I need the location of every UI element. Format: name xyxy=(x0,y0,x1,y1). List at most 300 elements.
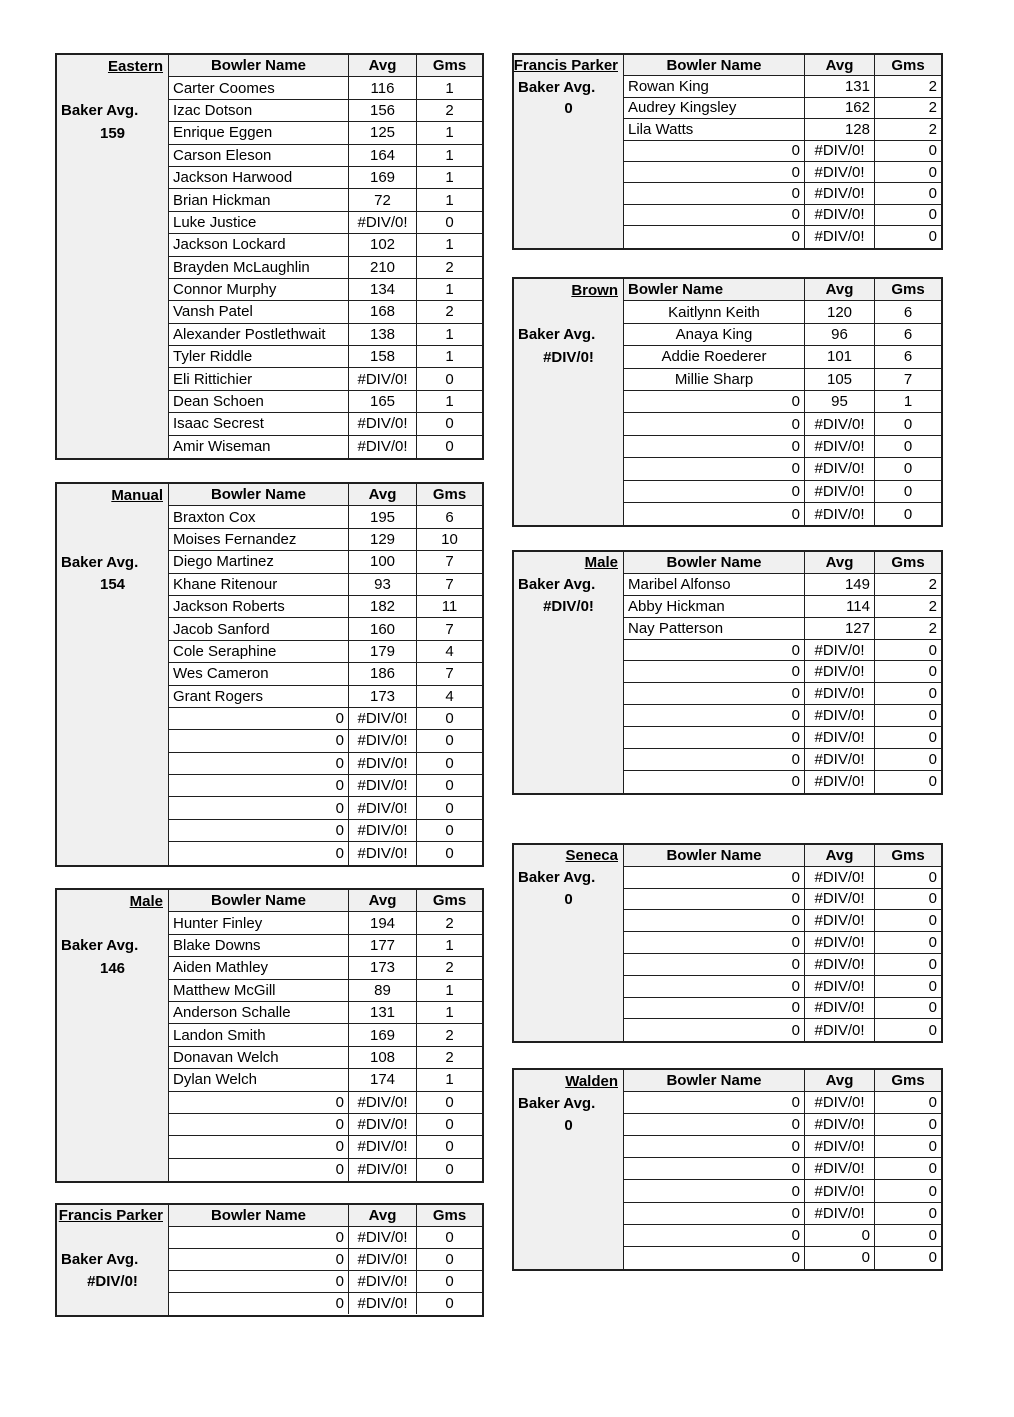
avg-cell: #DIV/0! xyxy=(349,1159,417,1181)
bowler-name-cell: 0 xyxy=(624,867,805,889)
team-panel xyxy=(514,552,624,793)
bowler-name-cell: 0 xyxy=(624,771,805,793)
col-header-gms: Gms xyxy=(417,55,482,77)
avg-cell: #DIV/0! xyxy=(805,727,875,749)
avg-cell: #DIV/0! xyxy=(349,775,417,797)
avg-cell: 125 xyxy=(349,122,417,144)
col-header-gms: Gms xyxy=(875,552,941,574)
avg-cell: #DIV/0! xyxy=(805,205,875,226)
baker-avg-value: 0 xyxy=(564,1116,573,1134)
avg-cell: 95 xyxy=(805,391,875,413)
bowler-name-cell: Dylan Welch xyxy=(169,1069,349,1091)
gms-cell: 1 xyxy=(417,980,482,1002)
gms-cell: 0 xyxy=(417,820,482,842)
bowler-name-cell: Matthew McGill xyxy=(169,980,349,1002)
bowler-name-cell: 0 xyxy=(624,1247,805,1269)
col-header-gms: Gms xyxy=(417,484,482,506)
baker-avg-label: Baker Avg. xyxy=(518,326,596,344)
gms-cell: 0 xyxy=(928,1249,937,1267)
gms-cell: 0 xyxy=(928,1021,937,1039)
gms-cell: 2 xyxy=(875,574,941,596)
avg-cell: 114 xyxy=(805,596,875,618)
avg-cell: #DIV/0! xyxy=(805,413,875,435)
gms-cell: 11 xyxy=(417,596,482,618)
avg-cell: #DIV/0! xyxy=(805,1180,875,1202)
avg-cell: #DIV/0! xyxy=(805,954,875,976)
gms-cell: 0 xyxy=(445,438,454,456)
bowler-name-cell: 0 xyxy=(624,458,805,480)
avg-cell: 134 xyxy=(349,279,417,301)
avg-cell: #DIV/0! xyxy=(805,661,875,683)
bowler-name-cell: Tyler Riddle xyxy=(169,346,349,368)
bowler-name-cell: Jackson Roberts xyxy=(169,596,349,618)
gms-cell: 0 xyxy=(875,162,941,183)
baker-avg-label: Baker Avg. xyxy=(61,937,139,955)
bowler-name-cell: Alexander Postlethwait xyxy=(169,324,349,346)
gms-cell: 10 xyxy=(417,529,482,551)
avg-cell: 182 xyxy=(349,596,417,618)
col-header-avg: Avg xyxy=(349,55,417,77)
avg-cell: #DIV/0! xyxy=(349,1227,417,1249)
table-grid xyxy=(169,55,482,458)
gms-cell: 0 xyxy=(417,368,482,390)
avg-cell: #DIV/0! xyxy=(349,436,417,458)
baker-avg-label: Baker Avg. xyxy=(61,1251,139,1269)
col-header-bowler-name: Bowler Name xyxy=(624,552,805,574)
gms-cell: 1 xyxy=(417,935,482,957)
gms-cell: 0 xyxy=(875,436,941,458)
gms-cell: 0 xyxy=(875,910,941,932)
gms-cell: 0 xyxy=(875,1136,941,1158)
gms-cell: 2 xyxy=(875,618,941,640)
gms-cell: 7 xyxy=(417,618,482,640)
team-table-manual xyxy=(55,482,484,867)
team-table-seneca xyxy=(512,843,943,1043)
bowler-name-cell: 0 xyxy=(624,1203,805,1225)
avg-cell: #DIV/0! xyxy=(349,1092,417,1114)
avg-cell: #DIV/0! xyxy=(805,1203,875,1225)
baker-avg-value: 159 xyxy=(99,124,126,142)
team-panel xyxy=(57,484,169,865)
gms-cell: 0 xyxy=(875,413,941,435)
col-header-gms: Gms xyxy=(417,1205,482,1227)
bowler-name-cell: Isaac Secrest xyxy=(169,413,349,435)
avg-cell: 195 xyxy=(349,506,417,528)
bowler-name-cell: 0 xyxy=(624,391,805,413)
avg-cell: 131 xyxy=(349,1002,417,1024)
team-panel xyxy=(57,55,169,458)
gms-cell: 4 xyxy=(417,641,482,663)
gms-cell: 0 xyxy=(417,775,482,797)
avg-cell: #DIV/0! xyxy=(349,1293,417,1315)
team-panel xyxy=(514,1070,624,1269)
bowler-name-cell: Enrique Eggen xyxy=(169,122,349,144)
bowler-name-cell: 0 xyxy=(624,910,805,932)
avg-cell: 165 xyxy=(349,391,417,413)
avg-cell: #DIV/0! xyxy=(805,998,875,1020)
gms-cell: 1 xyxy=(417,346,482,368)
avg-cell: #DIV/0! xyxy=(805,226,875,247)
bowler-name-cell: 0 xyxy=(624,436,805,458)
bowler-name-cell: 0 xyxy=(169,820,349,842)
gms-cell: 7 xyxy=(417,551,482,573)
avg-cell: #DIV/0! xyxy=(805,458,875,480)
gms-cell: 0 xyxy=(417,730,482,752)
col-header-avg: Avg xyxy=(349,484,417,506)
gms-cell: 1 xyxy=(417,324,482,346)
avg-cell: #DIV/0! xyxy=(805,141,875,162)
avg-cell: 173 xyxy=(349,957,417,979)
table-grid xyxy=(624,552,941,793)
avg-cell: #DIV/0! xyxy=(805,640,875,662)
gms-cell: 0 xyxy=(875,976,941,998)
bowler-name-cell: Nay Patterson xyxy=(624,618,805,640)
team-table-male-left xyxy=(55,888,484,1183)
baker-avg-label: Baker Avg. xyxy=(518,576,596,594)
gms-cell: 4 xyxy=(417,686,482,708)
col-header-gms: Gms xyxy=(875,1070,941,1092)
col-header-avg: Avg xyxy=(805,1070,875,1092)
bowler-name-cell: 0 xyxy=(169,730,349,752)
bowler-name-cell: Jackson Lockard xyxy=(169,234,349,256)
gms-cell: 0 xyxy=(417,1092,482,1114)
avg-cell: #DIV/0! xyxy=(349,212,417,234)
avg-cell: 173 xyxy=(349,686,417,708)
bowler-name-cell: 0 xyxy=(624,998,805,1020)
avg-cell: 186 xyxy=(349,663,417,685)
avg-cell: #DIV/0! xyxy=(805,705,875,727)
gms-cell: 1 xyxy=(417,77,482,99)
team-name: Male xyxy=(584,554,618,572)
baker-avg-label: Baker Avg. xyxy=(61,102,139,120)
avg-cell: #DIV/0! xyxy=(805,1092,875,1114)
gms-cell: 0 xyxy=(417,1114,482,1136)
bowler-name-cell: Vansh Patel xyxy=(169,301,349,323)
avg-cell: #DIV/0! xyxy=(805,503,875,525)
col-header-bowler-name: Bowler Name xyxy=(624,1070,805,1092)
bowler-name-cell: 0 xyxy=(624,481,805,503)
avg-cell: 105 xyxy=(805,369,875,391)
gms-cell: 0 xyxy=(875,1092,941,1114)
bowler-name-cell: 0 xyxy=(169,1114,349,1136)
gms-cell: 0 xyxy=(445,1161,454,1179)
avg-cell: #DIV/0! xyxy=(805,162,875,183)
avg-cell: #DIV/0! xyxy=(805,1136,875,1158)
avg-cell: 158 xyxy=(349,346,417,368)
col-header-avg: Avg xyxy=(805,279,875,301)
team-table-brown xyxy=(512,277,943,527)
gms-cell: 0 xyxy=(875,141,941,162)
bowler-name-cell: Hunter Finley xyxy=(169,912,349,934)
avg-cell: 168 xyxy=(349,301,417,323)
avg-cell: #DIV/0! xyxy=(349,1136,417,1158)
avg-cell: 108 xyxy=(349,1047,417,1069)
avg-cell: #DIV/0! xyxy=(349,1114,417,1136)
bowler-name-cell: Eli Rittichier xyxy=(169,368,349,390)
bowler-name-cell: 0 xyxy=(624,749,805,771)
bowler-name-cell: Aiden Mathley xyxy=(169,957,349,979)
gms-cell: 2 xyxy=(875,98,941,119)
gms-cell: 0 xyxy=(875,998,941,1020)
table-grid xyxy=(624,845,941,1041)
baker-avg-value: 146 xyxy=(99,959,126,977)
bowler-name-cell: Anaya King xyxy=(624,324,805,346)
bowler-name-cell: Abby Hickman xyxy=(624,596,805,618)
team-name: Male xyxy=(129,892,163,910)
avg-cell: #DIV/0! xyxy=(349,842,417,864)
gms-cell: 0 xyxy=(875,183,941,204)
col-header-bowler-name: Bowler Name xyxy=(624,279,805,301)
gms-cell: 2 xyxy=(875,119,941,140)
gms-cell: 0 xyxy=(875,683,941,705)
team-panel xyxy=(514,55,624,248)
bowler-name-cell: Brayden McLaughlin xyxy=(169,257,349,279)
bowler-name-cell: 0 xyxy=(624,976,805,998)
bowler-name-cell: 0 xyxy=(169,708,349,730)
gms-cell: 0 xyxy=(928,773,937,791)
avg-cell: 177 xyxy=(349,935,417,957)
bowler-name-cell: 0 xyxy=(624,141,805,162)
avg-cell: #DIV/0! xyxy=(805,436,875,458)
gms-cell: 0 xyxy=(875,954,941,976)
bowler-name-cell: Luke Justice xyxy=(169,212,349,234)
table-grid xyxy=(624,1070,941,1269)
baker-avg-label: Baker Avg. xyxy=(61,553,139,571)
gms-cell: 0 xyxy=(875,458,941,480)
col-header-gms: Gms xyxy=(875,55,941,76)
avg-cell: 93 xyxy=(349,574,417,596)
gms-cell: 0 xyxy=(875,705,941,727)
avg-cell: 102 xyxy=(349,234,417,256)
bowler-name-cell: 0 xyxy=(624,1225,805,1247)
bowler-name-cell: 0 xyxy=(624,1114,805,1136)
gms-cell: 0 xyxy=(875,661,941,683)
bowler-name-cell: 0 xyxy=(624,1180,805,1202)
bowler-name-cell: Cole Seraphine xyxy=(169,641,349,663)
avg-cell: #DIV/0! xyxy=(349,797,417,819)
gms-cell: 1 xyxy=(417,122,482,144)
avg-cell: #DIV/0! xyxy=(805,1114,875,1136)
gms-cell: 7 xyxy=(417,663,482,685)
team-table-eastern xyxy=(55,53,484,460)
gms-cell: 0 xyxy=(417,1227,482,1249)
bowler-name-cell: Rowan King xyxy=(624,76,805,97)
team-table-male-right xyxy=(512,550,943,795)
gms-cell: 1 xyxy=(417,234,482,256)
avg-cell: #DIV/0! xyxy=(349,730,417,752)
avg-cell: 179 xyxy=(349,641,417,663)
table-grid xyxy=(169,1205,482,1315)
avg-cell: 127 xyxy=(805,618,875,640)
bowler-name-cell: 0 xyxy=(624,503,805,525)
bowler-name-cell: Jacob Sanford xyxy=(169,618,349,640)
team-name: Seneca xyxy=(565,847,618,865)
avg-cell: 120 xyxy=(805,301,875,323)
baker-avg-label: Baker Avg. xyxy=(518,1094,596,1112)
baker-avg-label: Baker Avg. xyxy=(518,78,596,96)
avg-cell: #DIV/0! xyxy=(805,910,875,932)
bowler-name-cell: 0 xyxy=(169,1092,349,1114)
bowler-name-cell: 0 xyxy=(169,1159,349,1181)
avg-cell: #DIV/0! xyxy=(349,368,417,390)
team-name: Walden xyxy=(565,1072,618,1090)
bowler-name-cell: Wes Cameron xyxy=(169,663,349,685)
baker-avg-value: 154 xyxy=(99,576,126,594)
gms-cell: 0 xyxy=(417,1249,482,1271)
bowler-name-cell: 0 xyxy=(624,954,805,976)
col-header-avg: Avg xyxy=(805,552,875,574)
avg-cell: 169 xyxy=(349,167,417,189)
col-header-bowler-name: Bowler Name xyxy=(624,55,805,76)
gms-cell: 1 xyxy=(417,189,482,211)
col-header-gms: Gms xyxy=(875,279,941,301)
bowler-name-cell: Brian Hickman xyxy=(169,189,349,211)
avg-cell: 131 xyxy=(805,76,875,97)
bowler-name-cell: 0 xyxy=(624,640,805,662)
gms-cell: 6 xyxy=(875,324,941,346)
avg-cell: #DIV/0! xyxy=(349,413,417,435)
gms-cell: 0 xyxy=(417,797,482,819)
col-header-gms: Gms xyxy=(417,890,482,912)
gms-cell: 0 xyxy=(875,749,941,771)
gms-cell: 2 xyxy=(417,912,482,934)
gms-cell: 0 xyxy=(417,753,482,775)
bowler-name-cell: 0 xyxy=(624,1136,805,1158)
avg-cell: #DIV/0! xyxy=(805,481,875,503)
team-name: Eastern xyxy=(107,57,163,75)
gms-cell: 0 xyxy=(417,212,482,234)
avg-cell: #DIV/0! xyxy=(805,771,875,793)
gms-cell: 0 xyxy=(875,205,941,226)
bowler-name-cell: Carson Eleson xyxy=(169,145,349,167)
bowler-name-cell: Audrey Kingsley xyxy=(624,98,805,119)
gms-cell: 7 xyxy=(875,369,941,391)
gms-cell: 0 xyxy=(875,727,941,749)
bowler-name-cell: 0 xyxy=(169,842,349,864)
gms-cell: 0 xyxy=(875,889,941,911)
gms-cell: 0 xyxy=(875,640,941,662)
avg-cell: 101 xyxy=(805,346,875,368)
gms-cell: 0 xyxy=(417,1271,482,1293)
avg-cell: 194 xyxy=(349,912,417,934)
avg-cell: 149 xyxy=(805,574,875,596)
bowler-name-cell: 0 xyxy=(624,162,805,183)
team-panel xyxy=(514,845,624,1041)
gms-cell: 0 xyxy=(417,1136,482,1158)
team-table-walden xyxy=(512,1068,943,1271)
avg-cell: #DIV/0! xyxy=(805,867,875,889)
bowler-name-cell: Amir Wiseman xyxy=(169,436,349,458)
team-panel xyxy=(57,890,169,1181)
bowler-name-cell: 0 xyxy=(624,661,805,683)
gms-cell: 2 xyxy=(875,596,941,618)
avg-cell: #DIV/0! xyxy=(349,753,417,775)
avg-cell: #DIV/0! xyxy=(349,820,417,842)
gms-cell: 0 xyxy=(875,932,941,954)
bowler-name-cell: Addie Roederer xyxy=(624,346,805,368)
gms-cell: 0 xyxy=(875,1225,941,1247)
team-panel xyxy=(57,1205,169,1315)
bowler-name-cell: 0 xyxy=(624,727,805,749)
baker-avg-label: Baker Avg. xyxy=(518,869,596,887)
gms-cell: 0 xyxy=(417,413,482,435)
table-grid xyxy=(169,484,482,865)
gms-cell: 2 xyxy=(417,1024,482,1046)
gms-cell: 0 xyxy=(445,844,454,862)
gms-cell: 0 xyxy=(875,1203,941,1225)
bowler-name-cell: 0 xyxy=(169,775,349,797)
avg-cell: 160 xyxy=(349,618,417,640)
avg-cell: 156 xyxy=(349,100,417,122)
col-header-avg: Avg xyxy=(349,890,417,912)
gms-cell: 0 xyxy=(903,505,913,523)
bowler-name-cell: 0 xyxy=(169,753,349,775)
avg-cell: 162 xyxy=(805,98,875,119)
bowler-name-cell: Moises Fernandez xyxy=(169,529,349,551)
gms-cell: 0 xyxy=(875,1114,941,1136)
avg-cell: 164 xyxy=(349,145,417,167)
gms-cell: 0 xyxy=(875,867,941,889)
baker-avg-value: #DIV/0! xyxy=(87,1273,138,1291)
bowler-name-cell: Kaitlynn Keith xyxy=(624,301,805,323)
gms-cell: 2 xyxy=(417,957,482,979)
bowler-name-cell: 0 xyxy=(169,797,349,819)
baker-avg-value: 0 xyxy=(564,99,573,117)
col-header-bowler-name: Bowler Name xyxy=(169,484,349,506)
col-header-gms: Gms xyxy=(875,845,941,867)
gms-cell: 1 xyxy=(417,145,482,167)
gms-cell: 1 xyxy=(417,391,482,413)
bowler-name-cell: Braxton Cox xyxy=(169,506,349,528)
avg-cell: #DIV/0! xyxy=(805,749,875,771)
col-header-avg: Avg xyxy=(805,845,875,867)
avg-cell: 138 xyxy=(349,324,417,346)
avg-cell: 174 xyxy=(349,1069,417,1091)
bowler-name-cell: Blake Downs xyxy=(169,935,349,957)
avg-cell: 129 xyxy=(349,529,417,551)
team-name: Manual xyxy=(111,486,163,504)
bowler-name-cell: Connor Murphy xyxy=(169,279,349,301)
bowler-name-cell: 0 xyxy=(624,413,805,435)
bowler-name-cell: Diego Martinez xyxy=(169,551,349,573)
team-panel xyxy=(514,279,624,525)
avg-cell: #DIV/0! xyxy=(805,932,875,954)
gms-cell: 1 xyxy=(875,391,941,413)
col-header-bowler-name: Bowler Name xyxy=(624,845,805,867)
gms-cell: 7 xyxy=(417,574,482,596)
avg-cell: #DIV/0! xyxy=(805,1158,875,1180)
gms-cell: 1 xyxy=(417,1069,482,1091)
table-grid xyxy=(624,55,941,248)
avg-cell: #DIV/0! xyxy=(805,889,875,911)
gms-cell: 2 xyxy=(417,1047,482,1069)
gms-cell: 0 xyxy=(417,708,482,730)
bowler-name-cell: Landon Smith xyxy=(169,1024,349,1046)
bowler-name-cell: 0 xyxy=(624,932,805,954)
col-header-bowler-name: Bowler Name xyxy=(169,890,349,912)
team-name: Brown xyxy=(571,281,618,299)
avg-cell: 210 xyxy=(349,257,417,279)
gms-cell: 0 xyxy=(928,228,937,246)
gms-cell: 0 xyxy=(875,481,941,503)
bowler-name-cell: 0 xyxy=(624,889,805,911)
table-grid xyxy=(624,279,941,525)
avg-cell: 0 xyxy=(805,1247,875,1269)
gms-cell: 2 xyxy=(417,301,482,323)
bowler-name-cell: Carter Coomes xyxy=(169,77,349,99)
avg-cell: #DIV/0! xyxy=(349,1271,417,1293)
team-name: Francis Parker xyxy=(513,57,618,75)
